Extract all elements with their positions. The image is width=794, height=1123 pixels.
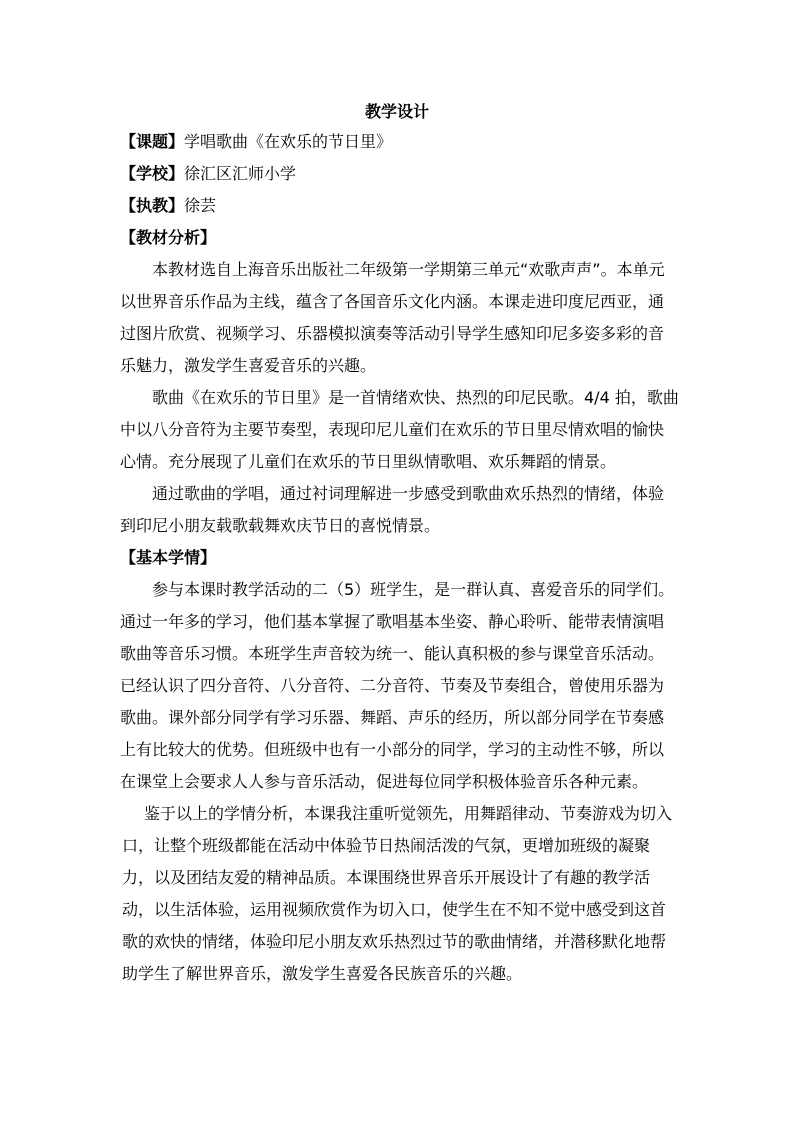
students-text-line: 力，以及团结友爱的精神品质。本课围绕世界音乐开展设计了有趣的教学活 bbox=[122, 868, 651, 887]
analysis-heading: 【教材分析】 bbox=[120, 228, 217, 247]
students-text-line: 上有比较大的优势。但班级中也有一小部分的同学，学习的主动性不够，所以 bbox=[120, 740, 665, 759]
analysis-text-line: 歌曲《在欢乐的节日里》是一首情绪欢快、热烈的印尼民歌。4/4 拍，歌曲 bbox=[152, 388, 679, 407]
analysis-text-line: 心情。充分展现了儿童们在欢乐的节日里纵情歌唱、欢乐舞蹈的情景。 bbox=[120, 452, 617, 471]
students-text-line: 在课堂上会要求人人参与音乐活动，促进每位同学积极体验音乐各种元素。 bbox=[120, 772, 649, 791]
teacher-label: 【执教】 bbox=[120, 196, 185, 215]
analysis-text-line: 过图片欣赏、视频学习、乐器模拟演奏等活动引导学生感知印尼多姿多彩的音 bbox=[120, 324, 665, 343]
analysis-text-line: 到印尼小朋友载歌载舞欢庆节日的喜悦情景。 bbox=[120, 516, 441, 535]
analysis-text-line: 乐魅力，激发学生喜爱音乐的兴趣。 bbox=[120, 356, 377, 375]
students-text-line: 已经认识了四分音符、八分音符、二分音符、节奏及节奏组合，曾使用乐器为 bbox=[120, 676, 665, 695]
course-line bbox=[120, 130, 680, 154]
analysis-text-line: 中以八分音符为主要节奏型，表现印尼儿童们在欢乐的节日里尽情欢唱的愉快 bbox=[120, 420, 665, 439]
students-text-line: 歌曲等音乐习惯。本班学生声音较为统一、能认真积极的参与课堂音乐活动。 bbox=[120, 644, 665, 663]
course-label: 【课题】 bbox=[120, 132, 185, 151]
document-title: 教学设计 bbox=[364, 102, 429, 121]
students-text-line: 通过一年多的学习，他们基本掌握了歌唱基本坐姿、静心聆听、能带表情演唱 bbox=[120, 612, 665, 631]
students-text-line: 口，让整个班级都能在活动中体验节日热闹活泼的气氛，更增加班级的凝聚 bbox=[122, 836, 651, 855]
school-value: 徐汇区汇师小学 bbox=[184, 164, 297, 183]
students-text-line: 动，以生活体验，运用视频欣赏作为切入口，使学生在不知不觉中感受到这首 bbox=[122, 900, 667, 919]
teacher-value: 徐芸 bbox=[184, 196, 217, 215]
analysis-text-line: 以世界音乐作品为主线，蕴含了各国音乐文化内涵。本课走进印度尼西亚，通 bbox=[120, 292, 665, 311]
students-text-line: 歌的欢快的情绪，体验印尼小朋友欢乐热烈过节的歌曲情绪，并潜移默化地帮 bbox=[122, 932, 667, 951]
analysis-text-line: 通过歌曲的学唱，通过衬词理解进一步感受到歌曲欢乐热烈的情绪，体验 bbox=[152, 484, 665, 503]
students-text-line: 鉴于以上的学情分析，本课我注重听觉领先，用舞蹈律动、节奏游戏为切入 bbox=[144, 804, 673, 823]
school-line bbox=[120, 162, 680, 186]
students-text-line: 歌曲。课外部分同学有学习乐器、舞蹈、声乐的经历，所以部分同学在节奏感 bbox=[120, 708, 665, 727]
course-value: 学唱歌曲《在欢乐的节日里》 bbox=[184, 132, 393, 151]
students-text-line: 参与本课时教学活动的二（5）班学生，是一群认真、喜爱音乐的同学们。 bbox=[152, 580, 675, 599]
school-label: 【学校】 bbox=[120, 164, 185, 183]
students-heading: 【基本学情】 bbox=[120, 548, 217, 567]
analysis-text-line: 本教材选自上海音乐出版社二年级第一学期第三单元“欢歌声声”。本单元 bbox=[152, 260, 665, 279]
students-text-line: 助学生了解世界音乐，激发学生喜爱各民族音乐的兴趣。 bbox=[122, 964, 523, 983]
teacher-line bbox=[120, 194, 680, 218]
